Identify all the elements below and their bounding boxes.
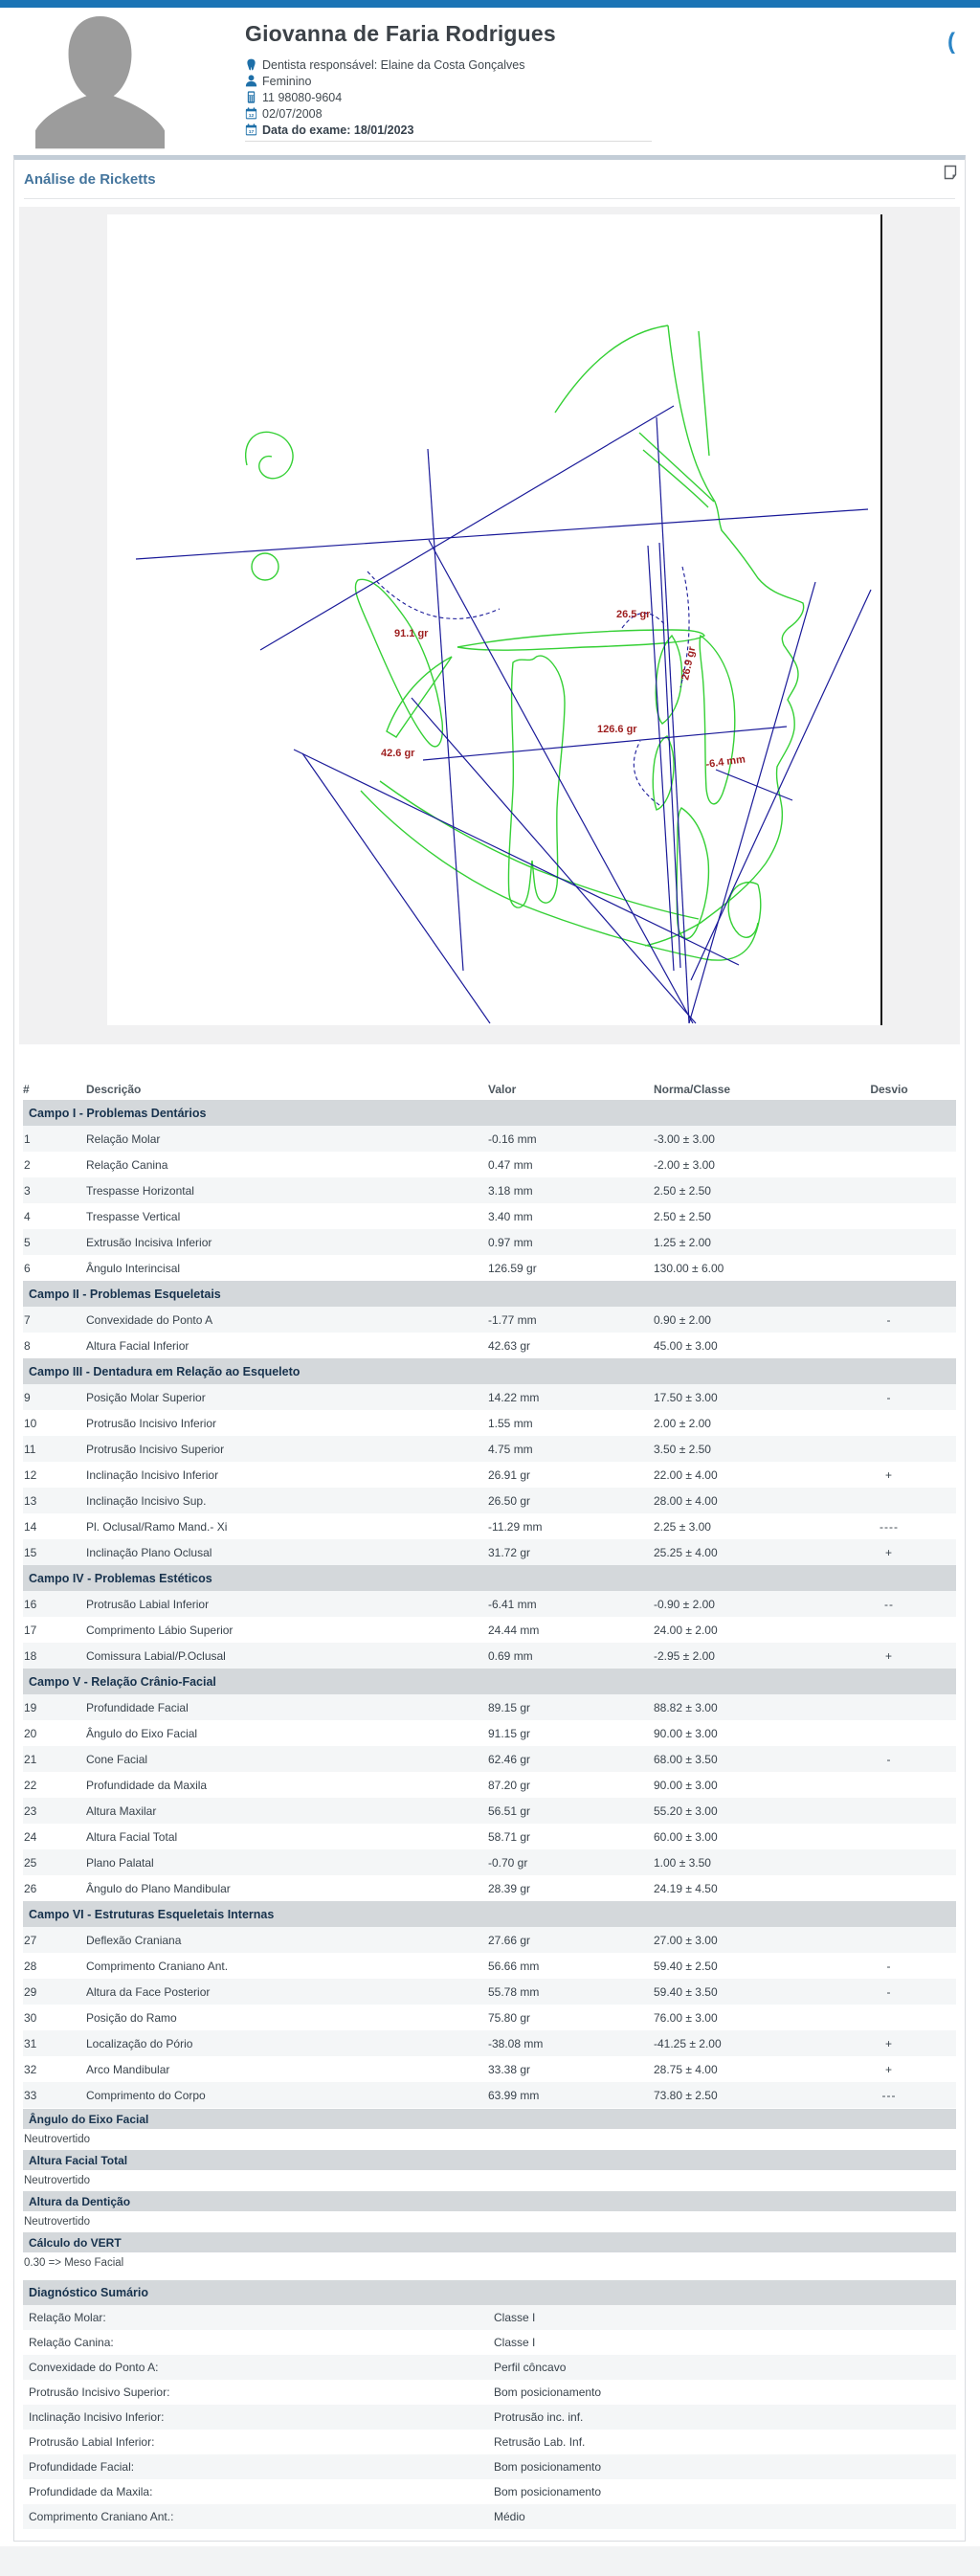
diagnostico-row — [23, 2430, 956, 2454]
table-header-row — [23, 1079, 956, 1100]
dentist-label: Dentista responsável: Elaine da Costa Gonçalves — [262, 57, 525, 72]
table-row — [23, 1875, 956, 1901]
birthdate-row — [245, 105, 556, 122]
cell-norma: 2.25 ± 3.00 — [654, 1519, 711, 1534]
cell-num: 16 — [24, 1597, 37, 1611]
cell-norma: 24.00 ± 2.00 — [654, 1623, 718, 1637]
cell-desc: Comprimento Craniano Ant. — [86, 1959, 229, 1973]
cell-desc: Arco Mandibular — [86, 2062, 170, 2076]
examdate-value: 18/01/2023 — [353, 123, 414, 137]
cell-num: 3 — [24, 1183, 31, 1198]
cell-desc: Profundidade da Maxila — [86, 1778, 208, 1792]
cell-desc: Altura Maxilar — [86, 1803, 157, 1818]
table-row — [23, 1410, 956, 1436]
col-norma: Norma/Classe — [654, 1083, 731, 1096]
phone-icon — [245, 91, 257, 103]
cell-valor: 75.80 gr — [488, 2010, 531, 2025]
diagnostico-row — [23, 2454, 956, 2479]
table-row — [23, 1333, 956, 1358]
refresh-spinner-icon[interactable]: ( — [947, 29, 955, 55]
cell-desvio: + — [884, 1467, 893, 1482]
cell-valor: 0.47 mm — [488, 1157, 533, 1172]
col-desvio: Desvio — [870, 1083, 908, 1096]
cell-norma: 73.80 ± 2.50 — [654, 2088, 718, 2102]
cell-desvio: -- — [884, 1597, 894, 1611]
examdate-row — [245, 122, 556, 138]
cell-desc: Cone Facial — [86, 1752, 148, 1766]
section-band: Campo I - Problemas Dentários — [23, 1100, 956, 1126]
analysis-card — [13, 155, 966, 2542]
table-row — [23, 1539, 956, 1565]
page-footer-strip — [0, 2546, 980, 2576]
cell-desvio: - — [886, 1390, 892, 1404]
cell-valor: 1.55 mm — [488, 1416, 533, 1430]
diag-value: Perfil côncavo — [494, 2361, 567, 2374]
cell-num: 18 — [24, 1648, 37, 1663]
cell-desvio: --- — [881, 2088, 897, 2102]
tracing-label: 91.1 gr — [394, 628, 429, 639]
cell-num: 15 — [24, 1545, 37, 1559]
table-row — [23, 2005, 956, 2030]
diag-value: Bom posicionamento — [494, 2386, 602, 2399]
cell-valor: 31.72 gr — [488, 1545, 531, 1559]
cell-desc: Trespasse Vertical — [86, 1209, 181, 1223]
cell-norma: 60.00 ± 3.00 — [654, 1829, 718, 1844]
cell-desc: Plano Palatal — [86, 1855, 154, 1870]
cell-desc: Posição Molar Superior — [86, 1390, 206, 1404]
diagnostico-band: Diagnóstico Sumário — [23, 2280, 956, 2305]
cell-num: 6 — [24, 1261, 31, 1275]
calendar-icon — [245, 107, 257, 120]
table-row — [23, 1979, 956, 2005]
table-row — [23, 1849, 956, 1875]
cell-valor: 55.78 mm — [488, 1984, 540, 1999]
cell-valor: 42.63 gr — [488, 1338, 531, 1353]
tracing-label: 26.9 gr — [679, 645, 699, 682]
diagnostico-row — [23, 2405, 956, 2430]
cell-desc: Posição do Ramo — [86, 2010, 177, 2025]
cell-num: 9 — [24, 1390, 31, 1404]
cell-norma: 3.50 ± 2.50 — [654, 1442, 711, 1456]
cell-valor: 0.97 mm — [488, 1235, 533, 1249]
cell-desc: Inclinação Incisivo Inferior — [86, 1467, 219, 1482]
diag-label: Protrusão Labial Inferior: — [29, 2435, 155, 2449]
cell-num: 10 — [24, 1416, 37, 1430]
cell-valor: 126.59 gr — [488, 1261, 537, 1275]
cell-norma: 76.00 ± 3.00 — [654, 2010, 718, 2025]
person-icon — [245, 75, 257, 87]
cell-norma: -41.25 ± 2.00 — [654, 2036, 722, 2050]
cell-desc: Protrusão Incisivo Inferior — [86, 1416, 217, 1430]
cell-valor: 91.15 gr — [488, 1726, 531, 1740]
table-row — [23, 1953, 956, 1979]
cell-desc: Pl. Oclusal/Ramo Mand.- Xi — [86, 1519, 228, 1534]
cell-norma: 17.50 ± 3.00 — [654, 1390, 718, 1404]
diagnostico-row — [23, 2479, 956, 2504]
diag-value: Classe I — [494, 2311, 536, 2324]
cell-num: 25 — [24, 1855, 37, 1870]
phone-label: 11 98080-9604 — [262, 90, 343, 104]
cell-desc: Ângulo Interincisal — [86, 1261, 181, 1275]
tooth-icon — [245, 58, 257, 71]
cell-num: 11 — [24, 1442, 36, 1456]
tracing-label: -6.4 mm — [704, 753, 746, 771]
cell-desc: Comprimento Lábio Superior — [86, 1623, 234, 1637]
tracing-label: 126.6 gr — [597, 724, 637, 735]
cell-desc: Profundidade Facial — [86, 1700, 189, 1714]
cell-desc: Trespasse Horizontal — [86, 1183, 194, 1198]
mini-section-value: Neutrovertido — [23, 2170, 956, 2190]
gender-label: Feminino — [262, 74, 312, 88]
cell-valor: 26.50 gr — [488, 1493, 531, 1508]
cell-norma: 2.50 ± 2.50 — [654, 1183, 711, 1198]
cell-desc: Localização do Pório — [86, 2036, 193, 2050]
cell-num: 8 — [24, 1338, 31, 1353]
cell-num: 27 — [24, 1933, 37, 1947]
cell-num: 23 — [24, 1803, 37, 1818]
cell-num: 29 — [24, 1984, 37, 1999]
table-row — [23, 2056, 956, 2082]
cell-valor: 24.44 mm — [488, 1623, 540, 1637]
gender-row — [245, 73, 556, 89]
cell-valor: 3.18 mm — [488, 1183, 533, 1198]
cell-desvio: + — [884, 1545, 893, 1559]
cell-valor: 33.38 gr — [488, 2062, 531, 2076]
cell-valor: 27.66 gr — [488, 1933, 531, 1947]
mini-section-band: Altura da Dentição — [23, 2191, 956, 2211]
page-title: Análise de Ricketts — [24, 171, 955, 199]
cell-desc: Comissura Labial/P.Oclusal — [86, 1648, 226, 1663]
cell-norma: 1.25 ± 2.00 — [654, 1235, 711, 1249]
diagnostico-row — [23, 2380, 956, 2405]
cell-num: 17 — [24, 1623, 37, 1637]
diag-value: Bom posicionamento — [494, 2460, 602, 2474]
cell-num: 7 — [24, 1312, 31, 1327]
diag-label: Comprimento Craniano Ant.: — [29, 2510, 174, 2523]
table-row — [23, 1126, 956, 1152]
cell-norma: 28.00 ± 4.00 — [654, 1493, 718, 1508]
table-row — [23, 1824, 956, 1849]
calendar-icon — [245, 123, 257, 136]
cell-num: 19 — [24, 1700, 37, 1714]
cell-desvio: - — [886, 1984, 892, 1999]
note-icon[interactable] — [944, 165, 957, 180]
cell-norma: 68.00 ± 3.50 — [654, 1752, 718, 1766]
diag-value: Médio — [494, 2510, 525, 2523]
cell-valor: -1.77 mm — [488, 1312, 537, 1327]
cell-num: 20 — [24, 1726, 37, 1740]
diagnostico-row — [23, 2330, 956, 2355]
cell-valor: -0.16 mm — [488, 1131, 537, 1146]
cell-desvio: - — [886, 1312, 892, 1327]
col-num: # — [23, 1083, 30, 1096]
cell-norma: 59.40 ± 3.50 — [654, 1984, 718, 1999]
diag-value: Retrusão Lab. Inf. — [494, 2435, 586, 2449]
cell-valor: 0.69 mm — [488, 1648, 533, 1663]
cell-valor: -11.29 mm — [488, 1519, 543, 1534]
cell-num: 4 — [24, 1209, 31, 1223]
tracing-green-anatomy — [246, 325, 804, 960]
table-row — [23, 1746, 956, 1772]
cell-valor: 14.22 mm — [488, 1390, 540, 1404]
cell-norma: 45.00 ± 3.00 — [654, 1338, 718, 1353]
cell-norma: 59.40 ± 2.50 — [654, 1959, 718, 1973]
dentist-row — [245, 56, 556, 73]
cell-valor: -38.08 mm — [488, 2036, 544, 2050]
diag-label: Relação Molar: — [29, 2311, 106, 2324]
cell-valor: 63.99 mm — [488, 2088, 540, 2102]
mini-section-value: Neutrovertido — [23, 2211, 956, 2231]
cell-num: 13 — [24, 1493, 37, 1508]
mini-section-band: Altura Facial Total — [23, 2150, 956, 2170]
diag-value: Classe I — [494, 2336, 536, 2349]
diag-label: Profundidade Facial: — [29, 2460, 135, 2474]
cell-num: 22 — [24, 1778, 37, 1792]
diag-value: Protrusão inc. inf. — [494, 2410, 584, 2424]
section-band: Campo II - Problemas Esqueletais — [23, 1281, 956, 1307]
mini-section-value: Neutrovertido — [23, 2129, 956, 2149]
diagnostico-row — [23, 2305, 956, 2330]
cell-norma: -0.90 ± 2.00 — [654, 1597, 715, 1611]
cell-num: 26 — [24, 1881, 37, 1895]
cell-norma: 90.00 ± 3.00 — [654, 1778, 718, 1792]
col-valor: Valor — [488, 1083, 517, 1096]
phone-row — [245, 89, 556, 105]
mini-section-band: Ângulo do Eixo Facial — [23, 2109, 956, 2129]
cell-num: 12 — [24, 1467, 37, 1482]
patient-name: Giovanna de Faria Rodrigues — [245, 21, 556, 46]
cephalometric-tracing — [107, 214, 882, 1025]
cell-desvio: - — [886, 1752, 892, 1766]
cell-num: 24 — [24, 1829, 37, 1844]
cell-num: 1 — [24, 1131, 31, 1146]
diagnostico-row — [23, 2355, 956, 2380]
col-desc: Descrição — [86, 1083, 142, 1096]
top-accent-bar — [0, 0, 980, 8]
cell-valor: 56.51 gr — [488, 1803, 531, 1818]
diag-label: Protrusão Incisivo Superior: — [29, 2386, 170, 2399]
cell-desc: Altura Facial Total — [86, 1829, 178, 1844]
cell-norma: 25.25 ± 4.00 — [654, 1545, 718, 1559]
tracing-label: 26.5 gr — [616, 609, 651, 620]
cell-valor: 56.66 mm — [488, 1959, 540, 1973]
cell-valor: 87.20 gr — [488, 1778, 531, 1792]
cell-num: 5 — [24, 1235, 31, 1249]
cell-desvio: + — [884, 1648, 893, 1663]
table-row — [23, 1617, 956, 1643]
cell-valor: 89.15 gr — [488, 1700, 531, 1714]
diag-value: Bom posicionamento — [494, 2485, 602, 2498]
cell-norma: 0.90 ± 2.00 — [654, 1312, 711, 1327]
diag-label: Inclinação Incisivo Inferior: — [29, 2410, 165, 2424]
birthdate-label: 02/07/2008 — [262, 106, 323, 121]
table-row — [23, 1229, 956, 1255]
patient-header — [0, 8, 980, 155]
table-row — [23, 1462, 956, 1488]
table-row — [23, 2030, 956, 2056]
cell-num: 33 — [24, 2088, 37, 2102]
cell-desc: Relação Molar — [86, 1131, 161, 1146]
cell-desc: Relação Canina — [86, 1157, 168, 1172]
header-divider — [245, 141, 652, 142]
table-row — [23, 1152, 956, 1177]
cell-desc: Protrusão Labial Inferior — [86, 1597, 210, 1611]
cell-valor: 26.91 gr — [488, 1467, 531, 1482]
diag-label: Convexidade do Ponto A: — [29, 2361, 159, 2374]
measurements-table — [23, 1079, 956, 2529]
cell-norma: 88.82 ± 3.00 — [654, 1700, 718, 1714]
table-row — [23, 1798, 956, 1824]
cell-desvio: + — [884, 2062, 893, 2076]
svg-text:12: 12 — [248, 112, 255, 119]
table-row — [23, 1307, 956, 1333]
section-band: Campo IV - Problemas Estéticos — [23, 1565, 956, 1591]
table-row — [23, 1436, 956, 1462]
cell-norma: 90.00 ± 3.00 — [654, 1726, 718, 1740]
cell-desc: Comprimento do Corpo — [86, 2088, 206, 2102]
tracing-panel — [19, 207, 960, 1044]
table-row — [23, 1255, 956, 1281]
cell-desc: Convexidade do Ponto A — [86, 1312, 213, 1327]
cell-desvio: ---- — [880, 1519, 899, 1534]
cell-desvio: + — [884, 2036, 893, 2050]
cell-num: 28 — [24, 1959, 37, 1973]
table-row — [23, 1591, 956, 1617]
cell-num: 30 — [24, 2010, 37, 2025]
cell-valor: -0.70 gr — [488, 1855, 528, 1870]
table-row — [23, 1177, 956, 1203]
cell-num: 31 — [24, 2036, 37, 2050]
cell-num: 2 — [24, 1157, 31, 1172]
cell-valor: 3.40 mm — [488, 1209, 533, 1223]
cell-norma: 28.75 ± 4.00 — [654, 2062, 718, 2076]
cell-desc: Ângulo do Plano Mandibular — [86, 1881, 231, 1895]
svg-text:17: 17 — [248, 128, 255, 135]
mini-section-band: Cálculo do VERT — [23, 2232, 956, 2252]
table-row — [23, 1927, 956, 1953]
diag-label: Relação Canina: — [29, 2336, 114, 2349]
cell-norma: -2.95 ± 2.00 — [654, 1648, 715, 1663]
cell-desc: Inclinação Incisivo Sup. — [86, 1493, 207, 1508]
table-row — [23, 1384, 956, 1410]
table-row — [23, 1513, 956, 1539]
table-row — [23, 1720, 956, 1746]
cell-desc: Ângulo do Eixo Facial — [86, 1726, 198, 1740]
section-band: Campo VI - Estruturas Esqueletais Internas — [23, 1901, 956, 1927]
cell-desc: Altura da Face Posterior — [86, 1984, 211, 1999]
section-band: Campo V - Relação Crânio-Facial — [23, 1669, 956, 1694]
cell-desc: Deflexão Craniana — [86, 1933, 182, 1947]
cell-num: 14 — [24, 1519, 37, 1534]
diag-label: Profundidade da Maxila: — [29, 2485, 153, 2498]
mini-section-value: 0.30 => Meso Facial — [23, 2252, 956, 2273]
cell-valor: 28.39 gr — [488, 1881, 531, 1895]
tracing-label: 42.6 gr — [381, 748, 415, 759]
tracing-measure-lines — [136, 406, 871, 1023]
cell-norma: 2.00 ± 2.00 — [654, 1416, 711, 1430]
table-row — [23, 1772, 956, 1798]
cell-num: 32 — [24, 2062, 37, 2076]
cell-norma: 1.00 ± 3.50 — [654, 1855, 711, 1870]
diagnostico-row — [23, 2504, 956, 2529]
examdate-label: Data do exame: — [262, 123, 351, 137]
cell-norma: -2.00 ± 3.00 — [654, 1157, 715, 1172]
cell-norma: 22.00 ± 4.00 — [654, 1467, 718, 1482]
cell-norma: 24.19 ± 4.50 — [654, 1881, 718, 1895]
cell-valor: 4.75 mm — [488, 1442, 533, 1456]
cell-desvio: - — [886, 1959, 892, 1973]
cell-norma: -3.00 ± 3.00 — [654, 1131, 715, 1146]
table-row — [23, 1694, 956, 1720]
section-band: Campo III - Dentadura em Relação ao Esqueleto — [23, 1358, 956, 1384]
table-row — [23, 1643, 956, 1669]
cell-norma: 55.20 ± 3.00 — [654, 1803, 718, 1818]
cell-norma: 130.00 ± 6.00 — [654, 1261, 724, 1275]
table-row — [23, 1488, 956, 1513]
cell-desc: Altura Facial Inferior — [86, 1338, 189, 1353]
cell-valor: 62.46 gr — [488, 1752, 531, 1766]
cell-valor: 58.71 gr — [488, 1829, 531, 1844]
cell-norma: 2.50 ± 2.50 — [654, 1209, 711, 1223]
table-row — [23, 1203, 956, 1229]
tracing-angle-arcs — [368, 567, 689, 805]
cell-num: 21 — [24, 1752, 37, 1766]
cell-desc: Extrusão Incisiva Inferior — [86, 1235, 212, 1249]
cell-desc: Inclinação Plano Oclusal — [86, 1545, 212, 1559]
avatar — [25, 10, 175, 149]
cell-norma: 27.00 ± 3.00 — [654, 1933, 718, 1947]
cell-desc: Protrusão Incisivo Superior — [86, 1442, 225, 1456]
table-row — [23, 2082, 956, 2108]
cell-valor: -6.41 mm — [488, 1597, 537, 1611]
